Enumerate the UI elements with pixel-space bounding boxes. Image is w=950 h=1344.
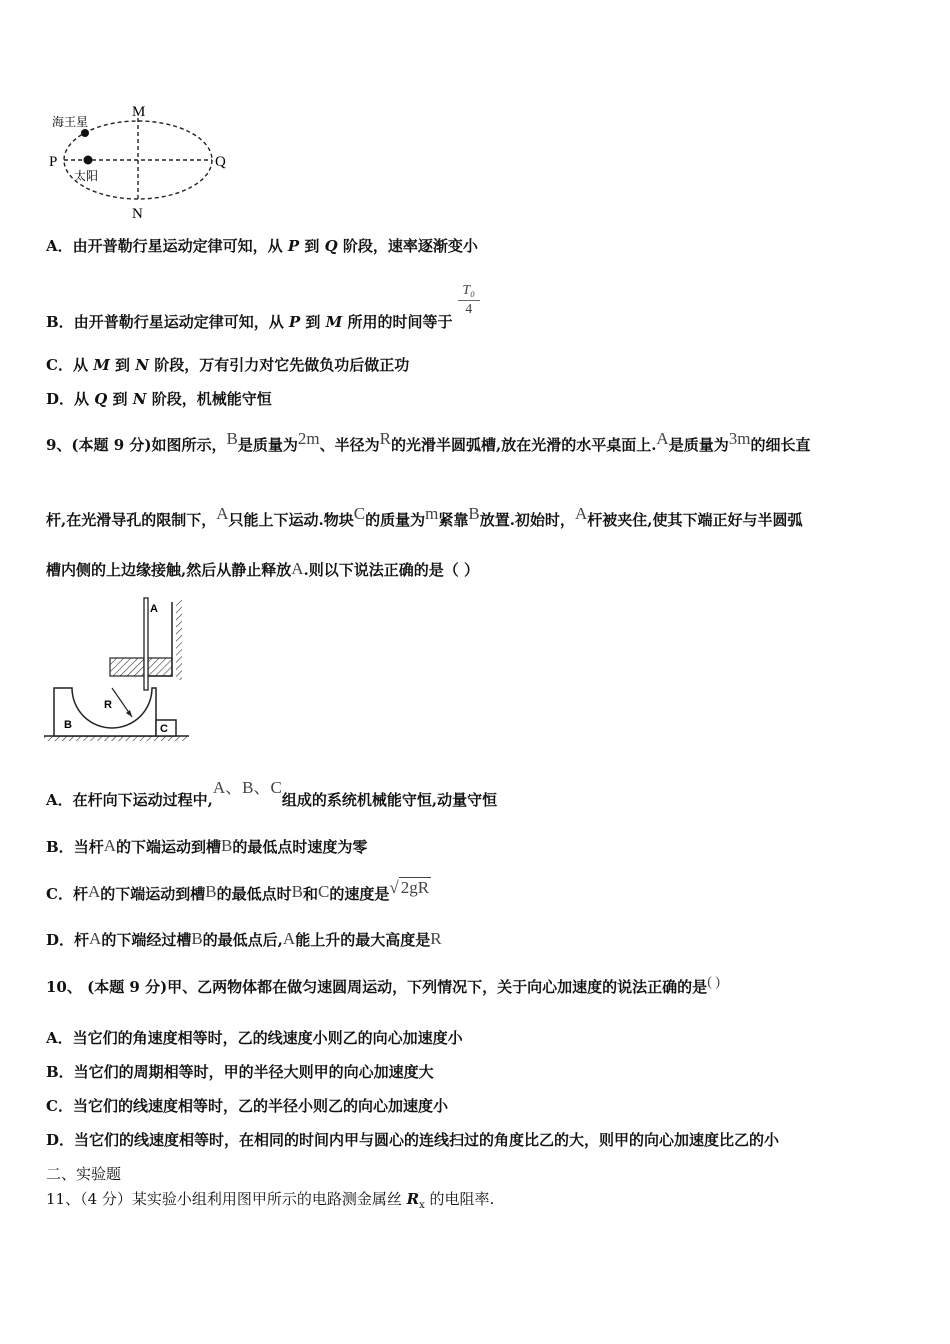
- q11-stem: 11、（4 分）某实验小组利用图甲所示的电路测金属丝 $R_x$ 的电阻率.: [46, 1190, 495, 1211]
- trough-figure: [44, 596, 189, 746]
- label-M: M: [132, 104, 146, 120]
- q10-option-a: A．当它们的角速度相等时，乙的线速度小则乙的向心加速度小: [46, 1029, 463, 1047]
- q9-option-b: B．当杆A的下端运动到槽B的最低点时速度为零: [46, 836, 368, 856]
- q8-option-b: B．由开普勒行星运动定律可知，从 P 到 M 所用的时间等于 $\frac{\text{T₀}}{4}$: [46, 296, 480, 333]
- label-neptune: 海王星: [52, 115, 89, 129]
- q9-stem-line1: 9、(本题 9 分)如图所示，B是质量为2m、半径为R的光滑半圆弧槽,放在光滑的水平桌面上.A是质量为3m的细长直: [46, 429, 811, 454]
- label-N: N: [132, 206, 143, 222]
- q9-option-a: A．在杆向下运动过程中,A、B、C组成的系统机械能守恒,动量守恒: [46, 778, 498, 809]
- neptune-dot: [81, 129, 89, 137]
- fig-label-R: R: [104, 699, 112, 711]
- fig-label-C: C: [160, 723, 168, 735]
- fig-label-A: A: [150, 603, 158, 615]
- label-P: P: [49, 154, 58, 170]
- q9-stem-line3: 槽内侧的上边缘接触,然后从静止释放A.则以下说法正确的是（ ）: [46, 559, 479, 579]
- q8-option-a: A．由开普勒行星运动定律可知，从 P 到 Q 阶段，速率逐渐变小: [46, 237, 478, 255]
- orbit-figure: [46, 100, 246, 224]
- q10-option-b: B．当它们的周期相等时，甲的半径大则甲的向心加速度大: [46, 1063, 434, 1081]
- fig-label-B: B: [64, 719, 72, 731]
- sun-dot: [84, 156, 93, 165]
- q10-stem: 10、 (本题 9 分)甲、乙两物体都在做匀速圆周运动，下列情况下，关于向心加速度的说法正确的是( ): [46, 975, 721, 996]
- q9-stem-line2: 杆,在光滑导孔的限制下，A只能上下运动.物块C的质量为m紧靠B放置.初始时，A杆被夹住,使其下端正好与半圆弧: [46, 504, 803, 529]
- q9-option-c: C．杆A的下端运动到槽B的最低点时B和C的速度是√ 2gR: [46, 878, 430, 903]
- label-sun: 太阳: [74, 169, 99, 183]
- label-Q: Q: [215, 154, 226, 170]
- q9-option-d: D．杆A的下端经过槽B的最低点后,A能上升的最大高度是R: [46, 929, 442, 949]
- q8-option-d: D．从 Q 到 N 阶段，机械能守恒: [46, 390, 272, 408]
- q10-option-d: D．当它们的线速度相等时，在相同的时间内甲与圆心的连线扫过的角度比乙的大，则甲的向心加速度比乙的小: [46, 1131, 780, 1149]
- q8-option-c: C．从 M 到 N 阶段，万有引力对它先做负功后做正功: [46, 356, 410, 374]
- q10-option-c: C．当它们的线速度相等时，乙的半径小则乙的向心加速度小: [46, 1097, 448, 1115]
- section-heading: 二、实验题: [46, 1165, 122, 1183]
- sqrt-2gR: √ 2gR: [389, 878, 430, 897]
- fraction-T0-over-4: $\frac{\text{T₀}}{4}$: [458, 282, 480, 319]
